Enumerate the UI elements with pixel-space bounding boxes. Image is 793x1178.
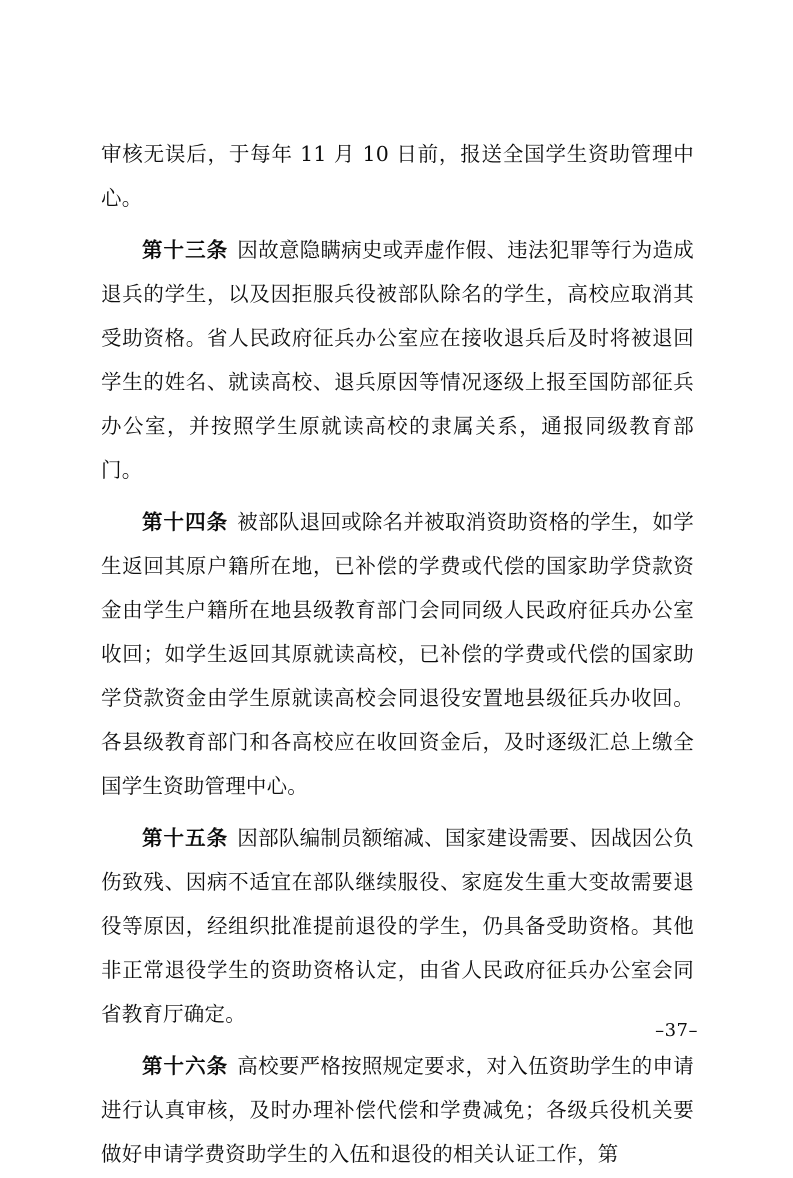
page-number: –37– — [655, 1020, 698, 1041]
article-label-13: 第十三条 — [142, 238, 229, 262]
article-label-15: 第十五条 — [142, 826, 229, 850]
paragraph-text: 高校要严格按照规定要求，对入伍资助学生的申请进行认真审核，及时办理补偿代偿和学费减免；各级兵役机关要做好申请学费资助学生的入伍和退役的相关认证工作，第 — [101, 1054, 694, 1166]
paragraph-text: 因部队编制员额缩减、国家建设需要、因战因公负伤致残、因病不适宜在部队继续服役、家庭发生重大变故需要退役等原因，经组织批准提前退役的学生，仍具备受助资格。其他非正常退役学生的资助资格认定，由省人民政府征兵办公室会同省教育厅确定。 — [101, 826, 694, 1026]
article-label-14: 第十四条 — [142, 510, 229, 534]
paragraph-article-15 — [101, 816, 694, 1036]
article-label-16: 第十六条 — [142, 1054, 229, 1078]
page-text-body — [101, 132, 694, 1178]
paragraph-article-13 — [101, 228, 694, 492]
paragraph-text: 审核无误后，于每年 11 月 10 日前，报送全国学生资助管理中心。 — [101, 142, 694, 210]
paragraph-continuation — [101, 132, 694, 220]
paragraph-text: 被部队退回或除名并被取消资助资格的学生，如学生返回其原户籍所在地，已补偿的学费或代偿的国家助学贷款资金由学生户籍所在地县级教育部门会同同级人民政府征兵办公室收回；如学生返回其原就读高校，已补偿的学费或代偿的国家助学贷款资金由学生原就读高校会同退役安置地县级征兵办收回。各县级教育部门和各高校应在收回资金后，及时逐级汇总上缴全国学生资助管理中心。 — [101, 510, 694, 798]
paragraph-text: 因故意隐瞒病史或弄虚作假、违法犯罪等行为造成退兵的学生，以及因拒服兵役被部队除名的学生，高校应取消其受助资格。省人民政府征兵办公室应在接收退兵后及时将被退回学生的姓名、就读高校、退兵原因等情况逐级上报至国防部征兵办公室，并按照学生原就读高校的隶属关系，通报同级教育部门。 — [101, 238, 694, 482]
paragraph-article-16 — [101, 1044, 694, 1176]
paragraph-article-14 — [101, 500, 694, 808]
